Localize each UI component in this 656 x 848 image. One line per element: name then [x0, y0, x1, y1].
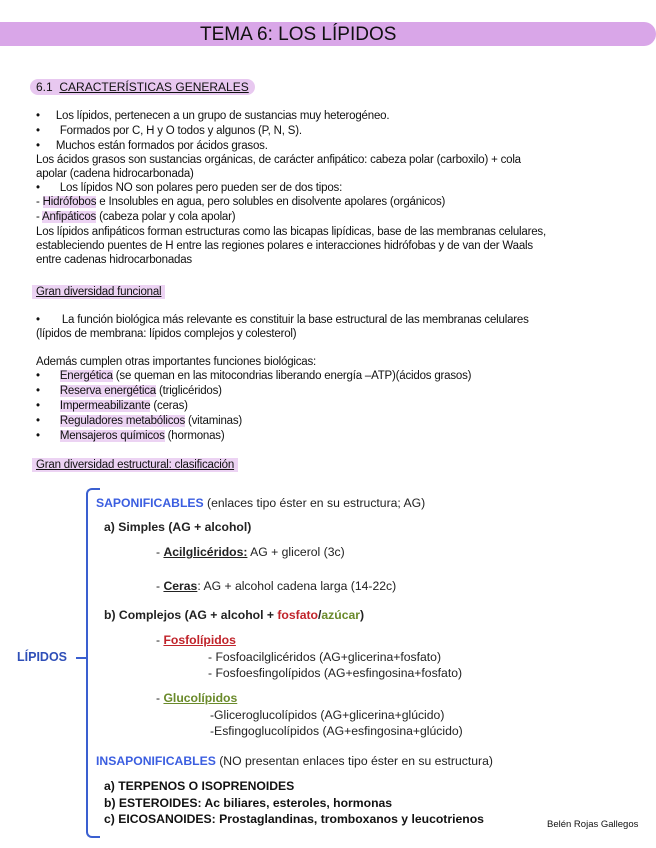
function-item: • Reguladores metabólicos (vitaminas)	[36, 415, 243, 427]
author-signature: Belén Rojas Gallegos	[547, 819, 639, 830]
glucolipidos-line: - Glucolípidos	[156, 691, 238, 705]
function-item: • Mensajeros químicos (hormonas)	[36, 430, 225, 442]
ceras-line: - Ceras: AG + alcohol cadena larga (14-22c)	[156, 579, 397, 593]
fosfolipidos-line: - Fosfolípidos	[156, 633, 236, 647]
functional-bullet: • La función biológica más relevante es constituir la base estructural de las membranas celulares	[36, 314, 529, 326]
fosfolipidos-item: - Fosfoacilglicéridos (AG+glicerina+fosfato)	[208, 650, 442, 664]
paragraph-line: Los ácidos grasos son sustancias orgánicas, de carácter anfipático: cabeza polar (carboxilo) + cola	[36, 154, 521, 166]
section-heading	[30, 78, 255, 96]
section-number: 6.1	[36, 80, 53, 94]
function-item: • Energética (se queman en las mitocondrias liberando energía –ATP)(ácidos grasos)	[36, 370, 472, 382]
functional-heading: Gran diversidad funcional	[36, 285, 165, 299]
insaponificables-item: a) TERPENOS O ISOPRENOIDES	[104, 779, 295, 793]
section-pill	[30, 79, 255, 95]
anfipaticos-term: Anfipáticos	[42, 211, 97, 223]
paragraph-line: Los lípidos anfipáticos forman estructuras como las bicapas lipídicas, base de las membranas celulares,	[36, 226, 546, 238]
bullet-3: • Muchos están formados por ácidos grasos.	[36, 140, 268, 152]
glucolipidos-item: -Gliceroglucolípidos (AG+glicerina+glúcido)	[210, 708, 445, 722]
section-title: CARACTERÍSTICAS GENERALES	[59, 80, 249, 94]
brace-tick	[76, 657, 87, 659]
insaponificables-line: INSAPONIFICABLES (NO presentan enlaces tipo éster en su estructura)	[96, 754, 493, 768]
bullet-2: • Formados por C, H y O todos y algunos (P, N, S).	[36, 125, 302, 137]
hidrofobos-line: - Hidrófobos e Insolubles en agua, pero solubles en disolvente apolares (orgánicos)	[36, 196, 446, 208]
classification-brace	[86, 488, 100, 838]
complejos-line: b) Complejos (AG + alcohol + fosfato/azúcar)	[104, 608, 365, 622]
hidrofobos-term: Hidrófobos	[42, 196, 97, 208]
title-bar	[0, 22, 656, 46]
saponificables-line: SAPONIFICABLES (enlaces tipo éster en su estructura; AG)	[96, 496, 426, 510]
paragraph-line: entre cadenas hidrocarbonadas	[36, 254, 192, 266]
function-item: • Reserva energética (triglicéridos)	[36, 385, 222, 397]
insaponificables-item: c) EICOSANOIDES: Prostaglandinas, tromboxanos y leucotrienos	[104, 812, 484, 826]
structural-heading: Gran diversidad estructural: clasificación	[36, 458, 238, 472]
fosfolipidos-item: - Fosfoesfingolípidos (AG+esfingosina+fosfato)	[208, 666, 463, 680]
page-title: TEMA 6: LOS LÍPIDOS	[200, 24, 397, 45]
insaponificables-item: b) ESTEROIDES: Ac biliares, esteroles, hormonas	[104, 796, 393, 810]
simples-line: a) Simples (AG + alcohol)	[104, 520, 252, 534]
function-item: • Impermeabilizante (ceras)	[36, 400, 188, 412]
bullet-4: • Los lípidos NO son polares pero pueden ser de dos tipos:	[36, 182, 343, 194]
paragraph-line: (lípidos de membrana: lípidos complejos y colesterol)	[36, 328, 297, 340]
paragraph-line: apolar (cadena hidrocarbonada)	[36, 168, 194, 180]
acilgliceridos-line: - Acilglicéridos: AG + glicerol (3c)	[156, 545, 345, 559]
paragraph-line: estableciendo puentes de H entre las regiones polares e interacciones hidrófobas y de van der Waals	[36, 240, 533, 252]
anfipaticos-line: - Anfipáticos (cabeza polar y cola apolar)	[36, 211, 236, 223]
glucolipidos-item: -Esfingoglucolípidos (AG+esfingosina+glúcido)	[210, 724, 463, 738]
paragraph-line: Además cumplen otras importantes funciones biológicas:	[36, 356, 317, 368]
bullet-1: • Los lípidos, pertenecen a un grupo de sustancias muy heterogéneo.	[36, 110, 390, 122]
lipidos-root-label: LÍPIDOS	[17, 650, 68, 664]
